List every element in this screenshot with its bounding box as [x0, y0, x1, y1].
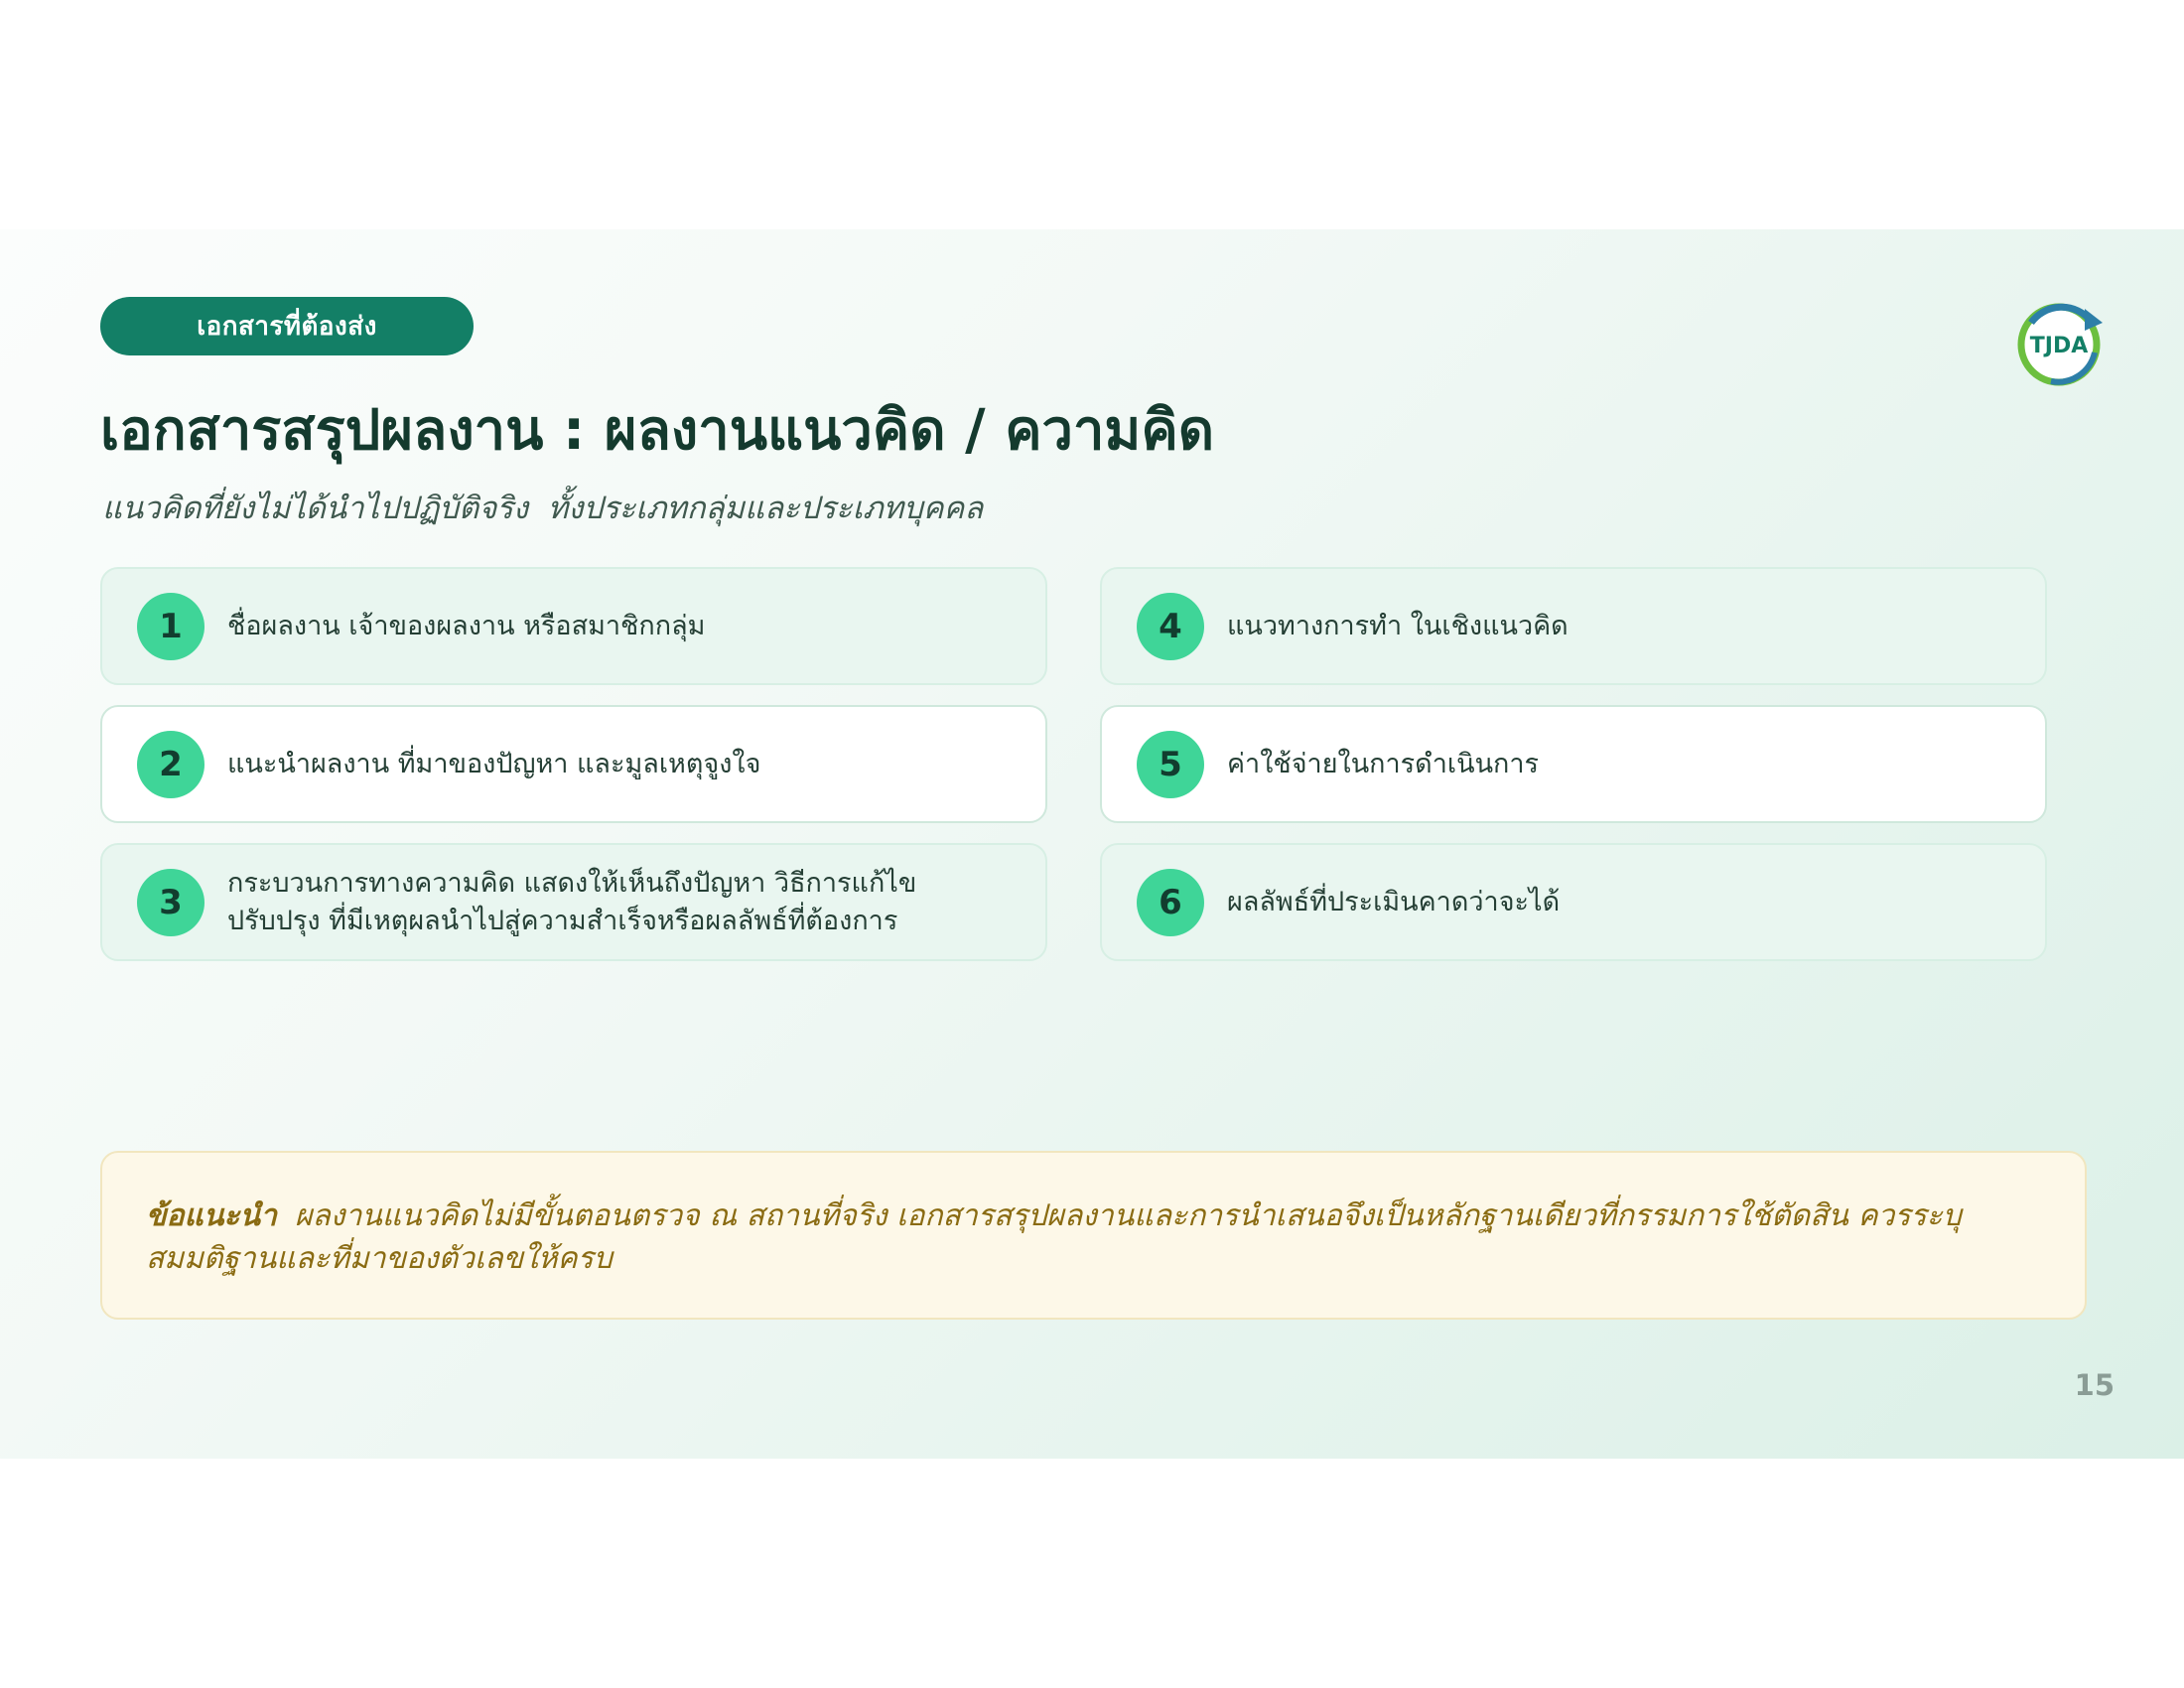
item-number: 4 [1137, 593, 1204, 660]
list-item [100, 567, 1047, 685]
tip-box [100, 1151, 2087, 1320]
page-number: 15 [2074, 1368, 2115, 1402]
item-number: 3 [137, 869, 205, 936]
item-number: 1 [137, 593, 205, 660]
list-item [1100, 705, 2047, 823]
page-title: เอกสารสรุปผลงาน : ผลงานแนวคิด / ความคิด [100, 398, 1215, 463]
page-subtitle: แนวคิดที่ยังไม่ได้นำไปปฏิบัติจริง ทั้งประเภทกลุ่มและประเภทบุคคล [102, 491, 984, 526]
item-text: กระบวนการทางความคิด แสดงให้เห็นถึงปัญหา วิธีการแก้ไข ปรับปรุง ที่มีเหตุผลนำไปสู่ความสำเร็จหรือผลลัพธ์ที่ต้องการ [227, 867, 917, 936]
list-item [1100, 567, 2047, 685]
tip-text: ผลงานแนวคิดไม่มีขั้นตอนตรวจ ณ สถานที่จริง เอกสารสรุปผลงานและการนำเสนอจึงเป็นหลักฐานเดียวที่กรรมการใช้ตัดสิน ควรระบุสมมติฐานและที่มาของตัวเลขให้ครบ [146, 1198, 1962, 1276]
item-number: 5 [1137, 731, 1204, 798]
list-item [100, 843, 1047, 961]
tjda-logo [2011, 293, 2111, 392]
item-text: ผลลัพธ์ที่ประเมินคาดว่าจะได้ [1227, 886, 1561, 917]
list-item [100, 705, 1047, 823]
item-text: ชื่อผลงาน เจ้าของผลงาน หรือสมาชิกกลุ่ม [227, 610, 706, 641]
section-pill: เอกสารที่ต้องส่ง [100, 297, 474, 355]
item-number: 6 [1137, 869, 1204, 936]
tip-label: ข้อแนะนำ [146, 1198, 277, 1233]
item-text: ค่าใช้จ่ายในการดำเนินการ [1227, 748, 1540, 779]
slide [0, 229, 2184, 1459]
item-number: 2 [137, 731, 205, 798]
logo-text: TJDA [2029, 334, 2089, 358]
item-text: แนวทางการทำ ในเชิงแนวคิด [1227, 610, 1569, 641]
list-item [1100, 843, 2047, 961]
item-text: แนะนำผลงาน ที่มาของปัญหา และมูลเหตุจูงใจ [227, 748, 761, 779]
